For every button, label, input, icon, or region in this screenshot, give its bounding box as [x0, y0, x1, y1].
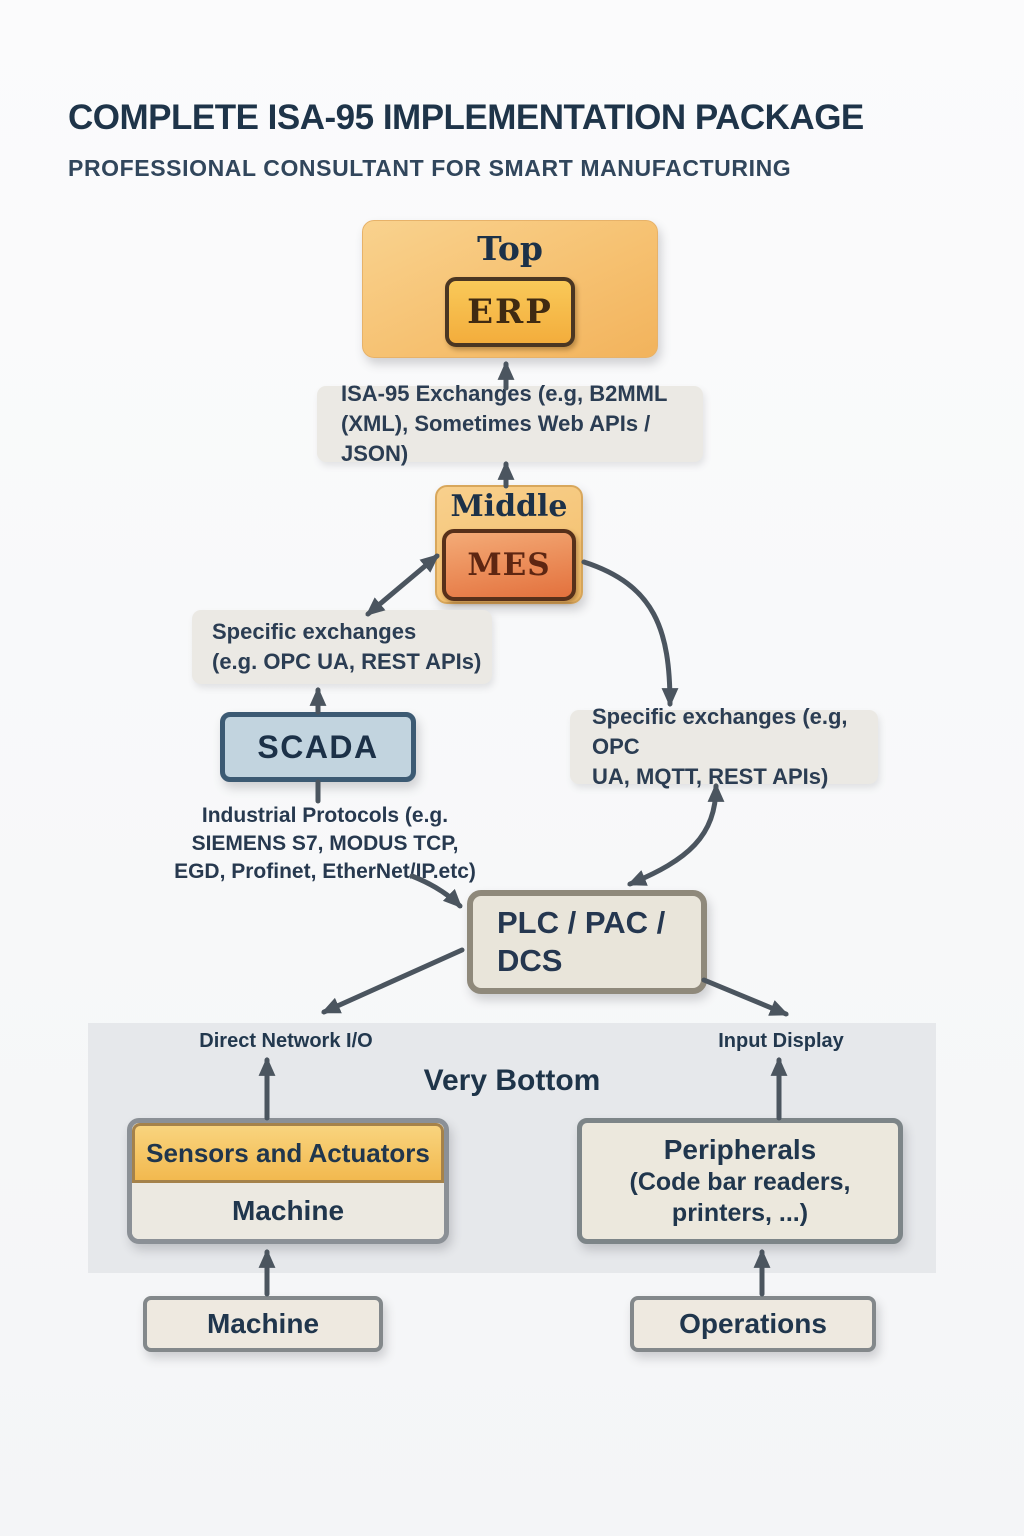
mes-plc-exchange-line1: Specific exchanges (e.g, OPC — [592, 704, 848, 759]
page-title: COMPLETE ISA-95 IMPLEMENTATION PACKAGE — [68, 98, 864, 137]
page-subtitle: PROFESSIONAL CONSULTANT FOR SMART MANUFACTURING — [68, 155, 792, 181]
machine-upper-segment: Machine — [132, 1183, 444, 1239]
peripherals-line3: printers, ...) — [671, 1199, 809, 1227]
isa95-exchange-line2: (XML), Sometimes Web APIs / JSON) — [341, 411, 651, 466]
isa95-exchange-line1: ISA-95 Exchanges (e.g, B2MML — [341, 381, 668, 406]
mes-plc-exchange-label — [570, 704, 878, 789]
mes-scada-exchange-line2: (e.g. OPC UA, REST APIs) — [212, 649, 482, 674]
mes-plc-exchange-line2: UA, MQTT, REST APIs) — [592, 764, 829, 789]
arrow-plc-to-network-io — [324, 950, 462, 1012]
operations-box: Operations — [630, 1296, 876, 1352]
industrial-protocols-line1: Industrial Protocols (e.g. — [201, 804, 449, 827]
arrow-mes-to-rightexchange — [584, 562, 670, 704]
industrial-protocols-line2: SIEMENS S7, MODUS TCP, — [191, 832, 459, 855]
arrow-mes-leftexchange-bidir — [368, 556, 437, 614]
peripherals-title: Peripherals — [663, 1134, 817, 1165]
middle-tier-label: Middle — [450, 489, 568, 524]
sensors-machine-box — [127, 1118, 449, 1244]
erp-box: ERP — [445, 277, 575, 347]
very-bottom-tier-label: Very Bottom — [423, 1064, 601, 1097]
mes-scada-exchange-label — [192, 610, 492, 684]
industrial-protocols-label — [150, 802, 500, 886]
industrial-protocols-line3: EGD, Profinet, EtherNet/IP.etc) — [174, 860, 476, 883]
direct-network-io-label: Direct Network I/O — [199, 1030, 373, 1052]
plc-line1: PLC / PAC / — [497, 905, 666, 940]
middle-level-box — [435, 485, 583, 604]
sensors-actuators-segment: Sensors and Actuators — [132, 1123, 444, 1183]
scada-box: SCADA — [220, 712, 416, 782]
plc-pac-dcs-box — [467, 890, 707, 994]
top-tier-label: Top — [477, 229, 543, 268]
machine-lower-box: Machine — [143, 1296, 383, 1352]
mes-box: MES — [442, 529, 576, 601]
input-display-label: Input Display — [718, 1030, 844, 1052]
arrow-rightexchange-plc-bidir — [630, 786, 716, 884]
top-level-box — [362, 220, 658, 358]
mes-scada-exchange-line1: Specific exchanges — [212, 619, 417, 644]
arrow-plc-to-input-display — [704, 980, 786, 1014]
peripherals-line2: (Code bar readers, — [629, 1168, 851, 1196]
plc-line2: DCS — [497, 943, 563, 978]
peripherals-box — [577, 1118, 903, 1244]
isa95-exchange-label — [317, 381, 703, 466]
